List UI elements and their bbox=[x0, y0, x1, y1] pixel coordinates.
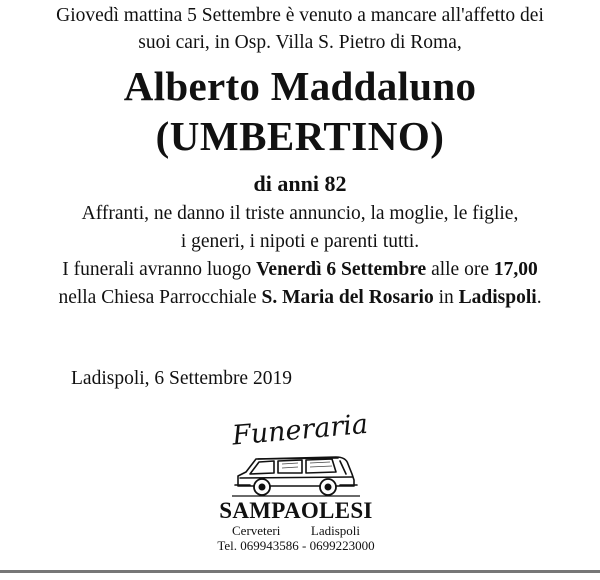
funeral-line bbox=[62, 259, 537, 280]
funeral-mid: alle ore bbox=[426, 259, 494, 280]
announce-line-2: i generi, i nipoti e parenti tutti. bbox=[180, 231, 420, 252]
deceased-age: di anni 82 bbox=[253, 171, 347, 196]
church-mid: in bbox=[433, 287, 459, 308]
logo-towns bbox=[210, 523, 382, 539]
deceased-nickname: (UMBERTINO) bbox=[155, 113, 445, 159]
bottom-divider bbox=[0, 570, 600, 573]
intro-line-2: suoi cari, in Osp. Villa S. Pietro di Roma, bbox=[138, 32, 462, 53]
church-town: Ladispoli bbox=[458, 287, 537, 308]
logo-phone: Tel. 069943586 - 0699223000 bbox=[217, 538, 375, 553]
funeral-prefix: I funerali avranno luogo bbox=[62, 259, 257, 280]
intro-line-1: Giovedì mattina 5 Settembre è venuto a mancare all'affetto dei bbox=[56, 5, 544, 26]
deceased-name: Alberto Maddaluno bbox=[123, 63, 477, 109]
logo-town-cerveteri: Cerveteri bbox=[232, 523, 281, 538]
logo-town-ladispoli: Ladispoli bbox=[310, 523, 360, 538]
announce-line-1: Affranti, ne danno il triste annuncio, la moglie, le figlie, bbox=[81, 203, 519, 224]
church-end: . bbox=[536, 287, 542, 308]
funeral-time: 17,00 bbox=[493, 259, 538, 280]
funeral-home-logo bbox=[196, 408, 396, 558]
church-name: S. Maria del Rosario bbox=[261, 287, 434, 308]
place-date: Ladispoli, 6 Settembre 2019 bbox=[71, 368, 292, 389]
intro-text bbox=[0, 2, 600, 56]
announcement-text bbox=[0, 200, 600, 312]
logo-brand-name: SAMPAOLESI bbox=[219, 498, 373, 523]
church-line bbox=[58, 287, 541, 308]
hearse-icon bbox=[232, 450, 360, 500]
logo-script-text: Funeraria bbox=[230, 408, 370, 452]
funeral-day: Venerdì 6 Settembre bbox=[256, 259, 427, 280]
church-prefix: nella Chiesa Parrocchiale bbox=[58, 287, 262, 308]
